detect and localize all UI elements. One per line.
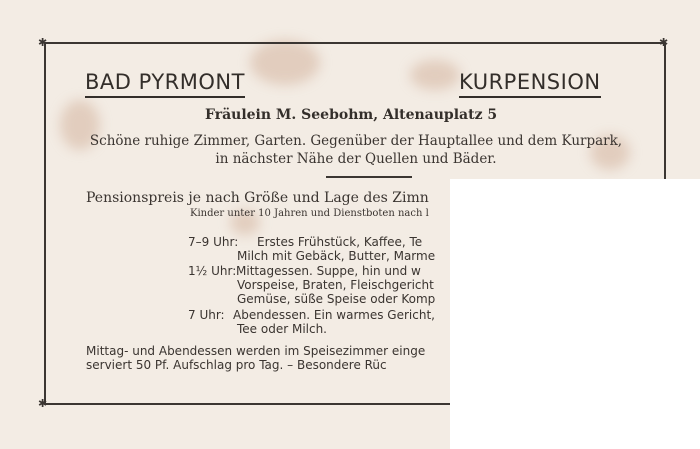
description-line-2: in nächster Nähe der Quellen und Bäder. xyxy=(215,151,497,167)
corner-ornament-icon: ✱ xyxy=(38,36,48,49)
schedule-line: Milch mit Gebäck, Butter, Marme xyxy=(237,249,436,263)
schedule-line: Abendessen. Ein warmes Gericht, xyxy=(233,308,435,322)
schedule-time: 7 Uhr: xyxy=(188,308,225,322)
title-left: BAD PYRMONT xyxy=(85,70,245,98)
proprietor-address: Fräulein M. Seebohm, Altenauplatz 5 xyxy=(205,107,498,123)
corner-ornament-icon: ✱ xyxy=(659,36,669,49)
paper-stain xyxy=(250,40,320,85)
frame-left xyxy=(44,42,46,404)
pricing-note: Kinder unter 10 Jahren und Dienstboten nach l xyxy=(190,208,429,219)
frame-right xyxy=(664,42,666,179)
schedule-line: Gemüse, süße Speise oder Komp xyxy=(237,292,436,306)
description-line-1: Schöne ruhige Zimmer, Garten. Gegenüber der Hauptallee und dem Kurpark, xyxy=(89,133,623,149)
frame-top xyxy=(44,42,665,44)
footer-line-1: Mittag- und Abendessen werden im Speisezimmer einge xyxy=(86,344,426,358)
schedule-line: Mittagessen. Suppe, hin und w xyxy=(236,264,421,278)
schedule-line: Erstes Frühstück, Kaffee, Te xyxy=(257,235,423,249)
footer-line-2: serviert 50 Pf. Aufschlag pro Tag. – Besondere Rüc xyxy=(86,358,387,372)
schedule-time: 1½ Uhr: xyxy=(188,264,237,278)
corner-ornament-icon: ✱ xyxy=(38,397,48,410)
frame-bottom xyxy=(44,403,450,405)
title-right: KURPENSION xyxy=(459,70,601,98)
pricing-line: Pensionspreis je nach Größe und Lage des Zimn xyxy=(86,190,429,206)
divider-rule xyxy=(326,176,412,178)
blank-mask-region xyxy=(450,179,700,449)
paper-stain xyxy=(410,60,460,90)
schedule-time: 7–9 Uhr: xyxy=(188,235,239,249)
schedule-line: Tee oder Milch. xyxy=(237,322,327,336)
schedule-line: Vorspeise, Braten, Fleischgericht xyxy=(237,278,434,292)
